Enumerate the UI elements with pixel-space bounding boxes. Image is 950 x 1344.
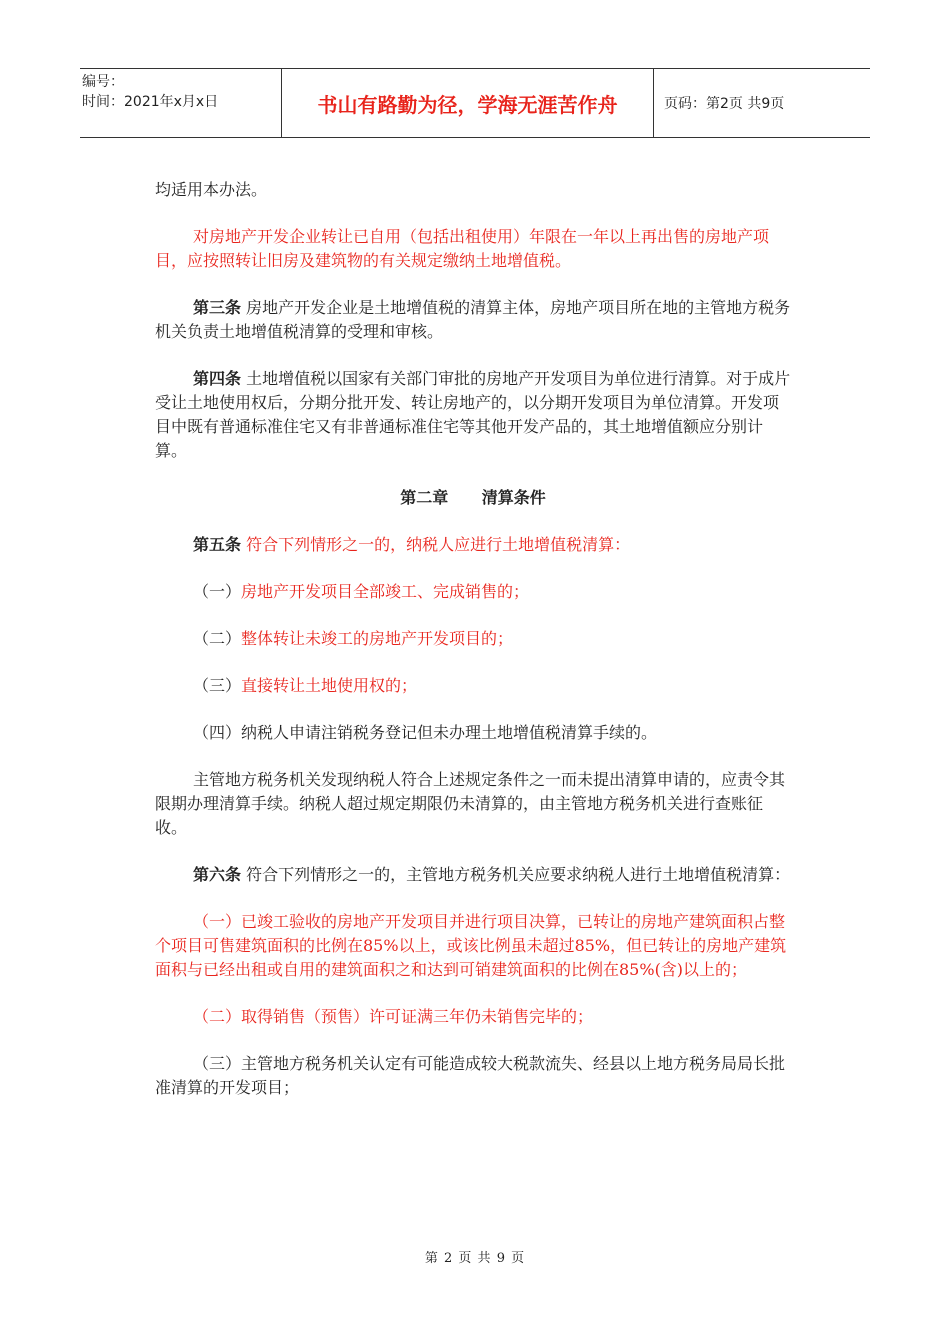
list-item-text: 房地产开发项目全部竣工、完成销售的； xyxy=(241,582,530,601)
number-label: 编号： xyxy=(82,74,124,90)
list-item: （二）取得销售（预售）许可证满三年仍未销售完毕的； xyxy=(193,1007,594,1026)
article-title: 第六条 xyxy=(193,865,242,884)
list-item xyxy=(155,627,791,651)
paragraph: 主管地方税务机关发现纳税人符合上述规定条件之一而未提出清算申请的，应责令其限期办理清算手续。纳税人超过规定期限仍未清算的，由主管地方税务机关进行查账征收。 xyxy=(155,770,786,837)
header-meta xyxy=(80,69,282,137)
header-page-info: 页码：第2页 共9页 xyxy=(664,96,785,112)
article-5 xyxy=(155,533,791,557)
article-title: 第三条 xyxy=(193,298,242,317)
list-item: （一）已竣工验收的房地产开发项目并进行项目决算，已转让的房地产建筑面积占整个项目可售建筑面积的比例在85%以上，或该比例虽未超过85%，但已转让的房地产建筑面积与已经出租或自用的建筑面积之和达到可销建筑面积的比例在85%(含)以上的； xyxy=(155,912,787,979)
article-6 xyxy=(155,863,791,887)
time-label: 时间：2021年x月x日 xyxy=(82,94,219,110)
paragraph: 对房地产开发企业转让已自用（包括出租使用）年限在一年以上再出售的房地产项目，应按照转让旧房及建筑物的有关规定缴纳土地增值税。 xyxy=(155,227,770,270)
paragraph: 均适用本办法。 xyxy=(155,180,268,199)
article-text: 房地产开发企业是土地增值税的清算主体，房地产项目所在地的主管地方税务机关负责土地增值税清算的受理和审核。 xyxy=(155,298,791,341)
list-item-text: 整体转让未竣工的房地产开发项目的； xyxy=(241,629,514,648)
page-header xyxy=(80,68,870,138)
list-item-number: （一） xyxy=(193,582,242,601)
article-text: 土地增值税以国家有关部门审批的房地产开发项目为单位进行清算。对于成片受让土地使用权后，分期分批开发、转让房地产的，以分期开发项目为单位清算。开发项目中既有普通标准住宅又有非普通标准住宅等其他开发产品的，其土地增值额应分别计算。 xyxy=(155,369,791,460)
list-item xyxy=(155,674,791,698)
document-body xyxy=(155,178,791,1123)
page-footer: 第 2 页 共 9 页 xyxy=(424,1251,526,1266)
chapter-heading: 第二章 清算条件 xyxy=(400,488,546,507)
article-text: 符合下列情形之一的，纳税人应进行土地增值税清算： xyxy=(241,535,631,554)
list-item-number: （二） xyxy=(193,629,242,648)
article-4 xyxy=(155,367,791,463)
list-item: （三）主管地方税务机关认定有可能造成较大税款流失、经县以上地方税务局局长批准清算的开发项目； xyxy=(155,1054,786,1097)
list-item-number: （三） xyxy=(193,676,242,695)
list-item-text: 直接转让土地使用权的； xyxy=(241,676,418,695)
article-text: 符合下列情形之一的，主管地方税务机关应要求纳税人进行土地增值税清算： xyxy=(241,865,791,884)
list-item: （四）纳税人申请注销税务登记但未办理土地增值税清算手续的。 xyxy=(193,723,658,742)
header-motto: 书山有路勤为径，学海无涯苦作舟 xyxy=(282,69,654,137)
list-item xyxy=(155,580,791,604)
article-title: 第四条 xyxy=(193,369,242,388)
article-title: 第五条 xyxy=(193,535,242,554)
article-3 xyxy=(155,296,791,344)
